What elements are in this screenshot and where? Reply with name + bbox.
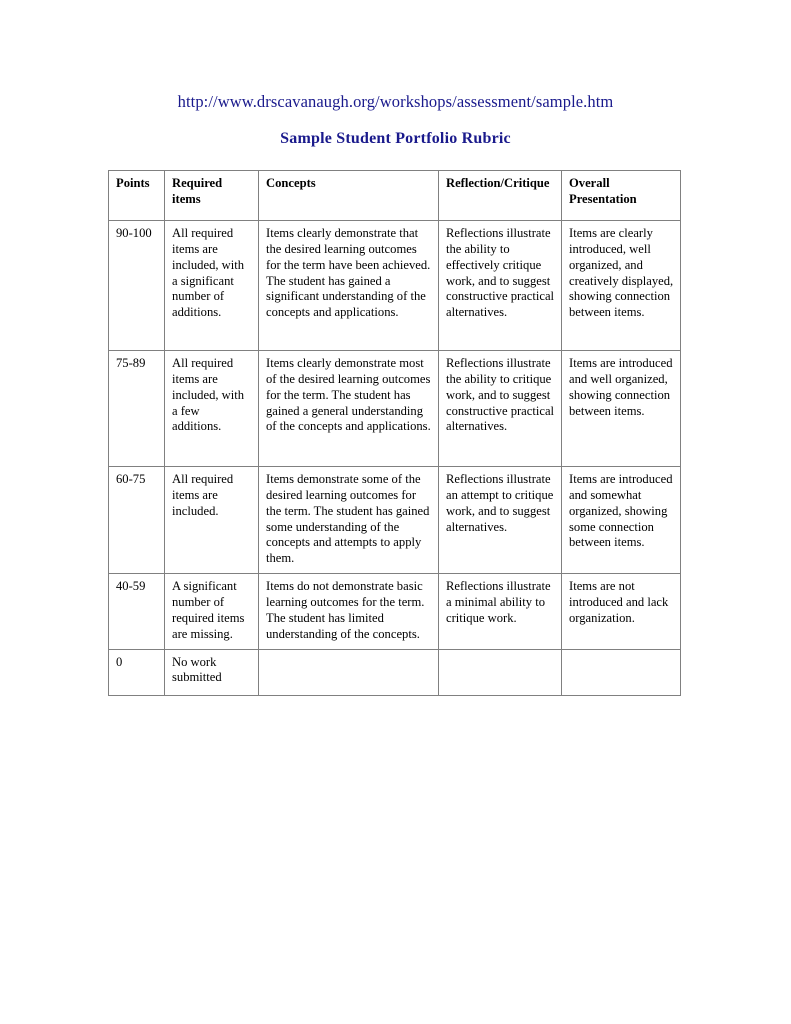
cell-required-items: No work submitted	[165, 649, 259, 695]
rubric-table-container	[108, 170, 680, 696]
cell-reflection: Reflections illustrate an attempt to critique work, and to suggest alternatives.	[439, 467, 562, 574]
cell-required-items: All required items are included, with a few additions.	[165, 351, 259, 467]
table-row	[109, 351, 681, 467]
cell-overall: Items are not introduced and lack organization.	[562, 574, 681, 649]
cell-required-items: All required items are included, with a significant number of additions.	[165, 221, 259, 351]
cell-points: 75-89	[109, 351, 165, 467]
column-header-points: Points	[109, 171, 165, 221]
table-row	[109, 649, 681, 695]
cell-points: 40-59	[109, 574, 165, 649]
cell-concepts	[259, 649, 439, 695]
cell-overall: Items are introduced and somewhat organized, showing some connection between items.	[562, 467, 681, 574]
table-row	[109, 467, 681, 574]
cell-concepts: Items clearly demonstrate that the desired learning outcomes for the term have been achieved. The student has gained a significant understanding of the concepts and applications.	[259, 221, 439, 351]
table-row	[109, 574, 681, 649]
cell-overall	[562, 649, 681, 695]
cell-concepts: Items demonstrate some of the desired learning outcomes for the term. The student has gained some understanding of the concepts and attempts to apply them.	[259, 467, 439, 574]
cell-reflection: Reflections illustrate the ability to critique work, and to suggest constructive practical alternatives.	[439, 351, 562, 467]
column-header-reflection-critique: Reflection/Critique	[439, 171, 562, 221]
cell-concepts: Items clearly demonstrate most of the desired learning outcomes for the term. The student has gained a general understanding of the concepts and applications.	[259, 351, 439, 467]
rubric-table	[108, 170, 681, 696]
column-header-concepts: Concepts	[259, 171, 439, 221]
cell-reflection: Reflections illustrate the ability to effectively critique work, and to suggest constructive practical alternatives.	[439, 221, 562, 351]
cell-reflection: Reflections illustrate a minimal ability to critique work.	[439, 574, 562, 649]
page-title: Sample Student Portfolio Rubric	[280, 130, 511, 147]
cell-concepts: Items do not demonstrate basic learning outcomes for the term. The student has limited understanding of the concepts.	[259, 574, 439, 649]
cell-points: 60-75	[109, 467, 165, 574]
cell-overall: Items are clearly introduced, well organized, and creatively displayed, showing connection between items.	[562, 221, 681, 351]
cell-points: 0	[109, 649, 165, 695]
column-header-required-items: Required items	[165, 171, 259, 221]
cell-required-items: A significant number of required items are missing.	[165, 574, 259, 649]
cell-overall: Items are introduced and well organized, showing connection between items.	[562, 351, 681, 467]
column-header-overall-presentation: Overall Presentation	[562, 171, 681, 221]
cell-points: 90-100	[109, 221, 165, 351]
table-header-row	[109, 171, 681, 221]
cell-required-items: All required items are included.	[165, 467, 259, 574]
cell-reflection	[439, 649, 562, 695]
source-url: http://www.drscavanaugh.org/workshops/assessment/sample.htm	[177, 92, 614, 111]
table-row	[109, 221, 681, 351]
